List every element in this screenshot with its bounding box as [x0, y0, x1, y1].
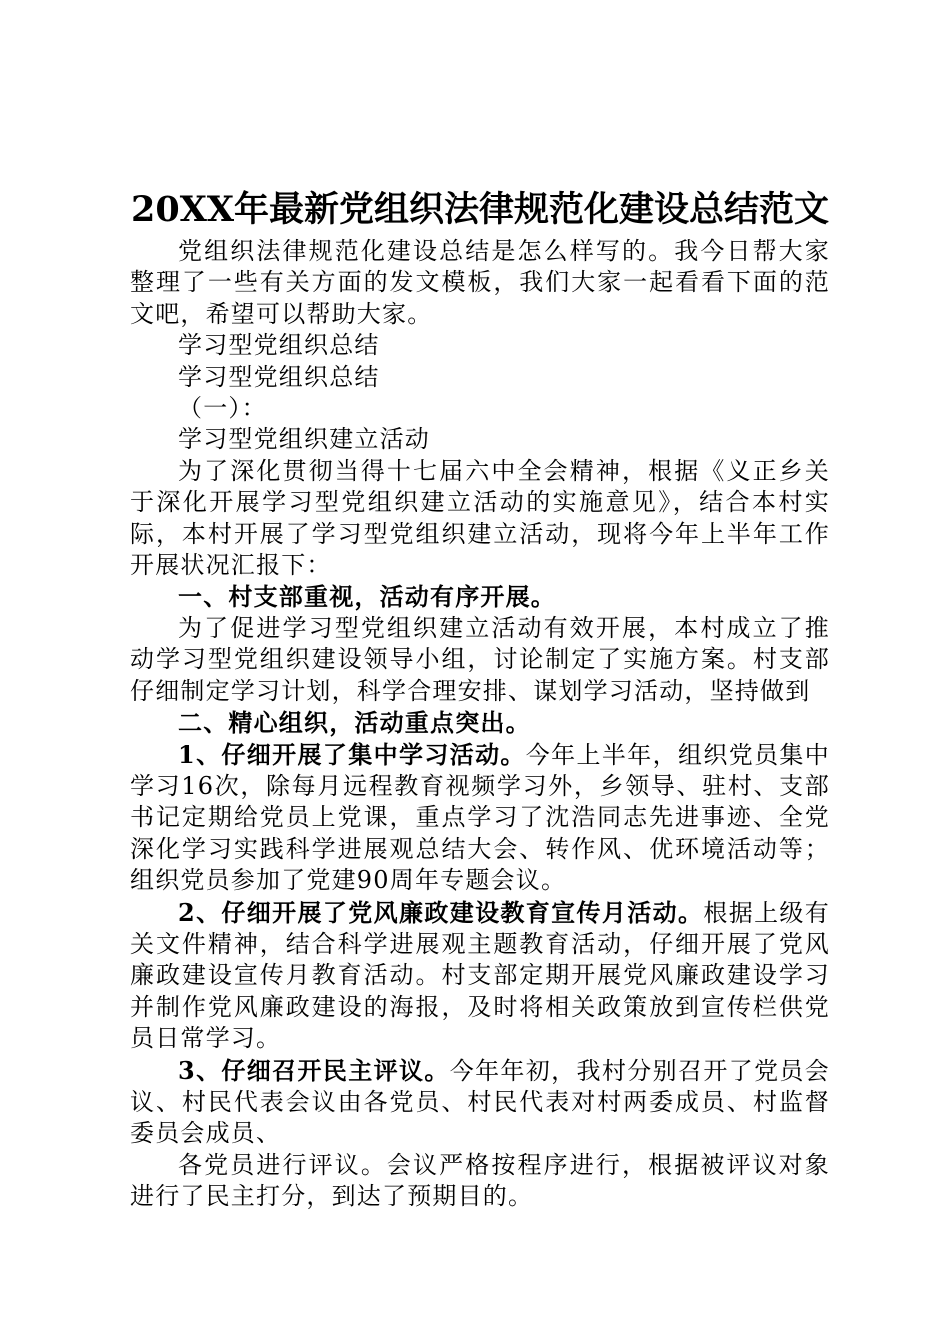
section-one-paragraph: 为了促进学习型党组织建立活动有效开展，本村成立了推动学习型党组织建设领导小组，讨论制定了实施方案。村支部仔细制定学习计划，科学合理安排、谋划学习活动，坚持做到 [130, 613, 830, 705]
document-page [130, 186, 830, 1213]
item-text-3: 今年年初，我村分别召开了党员会议、村民代表会议由各党员、村民代表对村两委成员、村监督委员会成员、 [130, 1056, 830, 1148]
subheading-learning-summary-repeat: 学习型党组织总结 [178, 362, 380, 391]
activity-paragraph: 为了深化贯彻当得十七届六中全会精神，根据《义正乡关于深化开展学习型党组织建立活动的实施意见》，结合本村实际，本村开展了学习型党组织建立活动，现将今年上半年工作开展状况汇报下： [130, 456, 830, 580]
item-text-1: 今年上半年，组织党员集中学习16次，除每月远程教育视频学习外，乡领导、驻村、支部书记定期给党员上党课，重点学习了沈浩同志先进事迹、全党深化学习实践科学进展观总结大会、转作风、优环境活动等；组织党员参加了党建90周年专题会议。 [130, 740, 830, 895]
document-title: 20XX年最新党组织法律规范化建设总结范文 [130, 189, 830, 230]
intro-paragraph: 党组织法律规范化建设总结是怎么样写的。我今日帮大家整理了一些有关方面的发文模板，我们大家一起看看下面的范文吧，希望可以帮助大家。 [130, 237, 830, 328]
closing-paragraph: 各党员进行评议。会议严格按程序进行，根据被评议对象进行了民主打分，到达了预期目的。 [130, 1150, 830, 1211]
heading-section-two: 二、精心组织，活动重点突出。 [178, 708, 531, 738]
item-paragraph-3 [130, 1055, 830, 1150]
item-text-2: 根据上级有关文件精神，结合科学进展观主题教育活动，仔细开展了党风廉政建设宣传月教育活动。村支部定期开展党风廉政建设学习并制作党风廉政建设的海报，及时将相关政策放到宣传栏供党员日常学习。 [130, 898, 830, 1053]
item-lead-2: 2、仔细开展了党风廉政建设教育宣传月活动。 [178, 897, 704, 927]
subheading-activity: 学习型党组织建立活动 [178, 425, 430, 454]
item-lead-1: 1、仔细开展了集中学习活动。 [178, 739, 526, 769]
item-paragraph-1 [130, 739, 830, 897]
item-paragraph-2 [130, 897, 830, 1055]
section-number: （一）： [178, 394, 267, 423]
item-lead-3: 3、仔细召开民主评议。 [178, 1055, 450, 1085]
heading-section-one: 一、村支部重视，活动有序开展。 [178, 582, 556, 612]
subheading-learning-summary: 学习型党组织总结 [178, 331, 380, 360]
